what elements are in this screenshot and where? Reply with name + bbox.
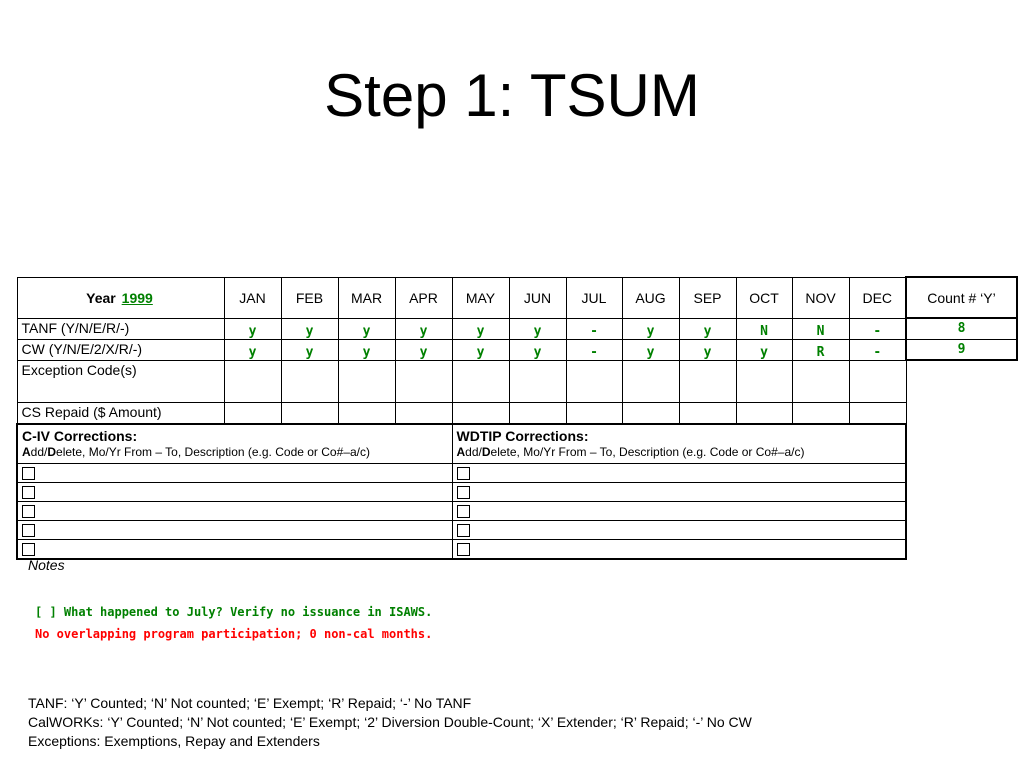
cw-mark[interactable]: y [452, 339, 509, 360]
civ-correction-row[interactable] [17, 463, 452, 482]
exception-cell[interactable] [281, 360, 338, 402]
civ-corrections-header [17, 424, 452, 464]
cs-repaid-cell[interactable] [452, 402, 509, 424]
notes-label: Notes [28, 557, 65, 573]
exception-cell[interactable] [622, 360, 679, 402]
july-note: [ ] What happened to July? Verify no issuance in ISAWS. [35, 605, 433, 619]
tsum-table [16, 276, 1018, 560]
checkbox-icon[interactable] [457, 543, 470, 556]
wdtip-corrections-title: WDTIP Corrections: [456, 428, 589, 444]
cw-mark[interactable]: y [679, 339, 736, 360]
cw-mark[interactable]: y [224, 339, 281, 360]
tanf-mark[interactable]: - [849, 318, 906, 339]
cw-mark[interactable]: y [736, 339, 792, 360]
year-cell [17, 277, 224, 318]
cw-mark[interactable]: - [849, 339, 906, 360]
cw-label: CW (Y/N/E/2/X/R/-) [17, 339, 224, 360]
wdtip-correction-row[interactable] [452, 520, 906, 539]
cs-repaid-cell[interactable] [679, 402, 736, 424]
exception-cell[interactable] [224, 360, 281, 402]
civ-correction-row[interactable] [17, 482, 452, 501]
cw-mark[interactable]: y [622, 339, 679, 360]
count-header: Count # ‘Y’ [906, 277, 1017, 318]
tanf-mark[interactable]: y [281, 318, 338, 339]
year-label: Year [86, 289, 116, 306]
exception-cell[interactable] [849, 360, 906, 402]
tanf-mark[interactable]: y [395, 318, 452, 339]
month-header: DEC [849, 277, 906, 318]
month-header: MAY [452, 277, 509, 318]
cw-mark[interactable]: y [281, 339, 338, 360]
month-header: JAN [224, 277, 281, 318]
cs-repaid-cell[interactable] [338, 402, 395, 424]
checkbox-icon[interactable] [22, 524, 35, 537]
tanf-count[interactable]: 8 [906, 318, 1017, 339]
cw-mark[interactable]: R [792, 339, 849, 360]
cs-repaid-label: CS Repaid ($ Amount) [17, 402, 224, 424]
cw-mark[interactable]: y [338, 339, 395, 360]
civ-correction-row[interactable] [17, 539, 452, 559]
cs-repaid-cell[interactable] [849, 402, 906, 424]
civ-correction-row[interactable] [17, 520, 452, 539]
civ-correction-row[interactable] [17, 501, 452, 520]
cs-repaid-cell[interactable] [281, 402, 338, 424]
cs-repaid-cell[interactable] [792, 402, 849, 424]
legend-tanf: TANF: ‘Y’ Counted; ‘N’ Not counted; ‘E’ Exempt; ‘R’ Repaid; ‘-’ No TANF [28, 695, 472, 711]
month-header: NOV [792, 277, 849, 318]
month-header: JUN [509, 277, 566, 318]
checkbox-icon[interactable] [457, 486, 470, 499]
tanf-mark[interactable]: y [338, 318, 395, 339]
legend-calworks: CalWORKs: ‘Y’ Counted; ‘N’ Not counted; ‘E’ Exempt; ‘2’ Diversion Double-Count; ‘X’ Extender; ‘R’ Repaid; ‘-’ No CW [28, 714, 752, 730]
tanf-mark[interactable]: y [224, 318, 281, 339]
exception-cell[interactable] [566, 360, 622, 402]
checkbox-icon[interactable] [22, 505, 35, 518]
month-header: AUG [622, 277, 679, 318]
exception-label: Exception Code(s) [17, 360, 224, 402]
wdtip-correction-row[interactable] [452, 501, 906, 520]
civ-corrections-subtitle: Add/Delete, Mo/Yr From – To, Description (e.g. Code or Co#–a/c) [22, 445, 370, 459]
exception-cell[interactable] [395, 360, 452, 402]
checkbox-icon[interactable] [457, 524, 470, 537]
tanf-label: TANF (Y/N/E/R/-) [17, 318, 224, 339]
cw-count[interactable]: 9 [906, 339, 1017, 360]
tanf-mark[interactable]: - [566, 318, 622, 339]
cs-repaid-cell[interactable] [566, 402, 622, 424]
month-header: FEB [281, 277, 338, 318]
wdtip-corrections-header [452, 424, 906, 464]
year-value[interactable]: 1999 [121, 289, 153, 306]
wdtip-correction-row[interactable] [452, 482, 906, 501]
month-header: SEP [679, 277, 736, 318]
tanf-mark[interactable]: y [622, 318, 679, 339]
month-header: APR [395, 277, 452, 318]
cw-mark[interactable]: y [395, 339, 452, 360]
exception-cell[interactable] [679, 360, 736, 402]
exception-cell[interactable] [509, 360, 566, 402]
tanf-mark[interactable]: y [509, 318, 566, 339]
wdtip-corrections-subtitle: Add/Delete, Mo/Yr From – To, Description (e.g. Code or Co#–a/c) [456, 445, 805, 459]
overlap-note: No overlapping program participation; 0 non-cal months. [35, 627, 433, 641]
cs-repaid-cell[interactable] [622, 402, 679, 424]
cs-repaid-cell[interactable] [736, 402, 792, 424]
month-header: JUL [566, 277, 622, 318]
exception-cell[interactable] [452, 360, 509, 402]
checkbox-icon[interactable] [457, 505, 470, 518]
exception-cell[interactable] [792, 360, 849, 402]
checkbox-icon[interactable] [22, 543, 35, 556]
wdtip-correction-row[interactable] [452, 539, 906, 559]
checkbox-icon[interactable] [457, 467, 470, 480]
exception-cell[interactable] [736, 360, 792, 402]
checkbox-icon[interactable] [22, 486, 35, 499]
exception-cell[interactable] [338, 360, 395, 402]
cs-repaid-cell[interactable] [509, 402, 566, 424]
cw-mark[interactable]: - [566, 339, 622, 360]
legend-exceptions: Exceptions: Exemptions, Repay and Extenders [28, 733, 320, 749]
checkbox-icon[interactable] [22, 467, 35, 480]
wdtip-correction-row[interactable] [452, 463, 906, 482]
cs-repaid-cell[interactable] [224, 402, 281, 424]
civ-corrections-title: C-IV Corrections: [22, 428, 138, 444]
tanf-mark[interactable]: N [792, 318, 849, 339]
tanf-mark[interactable]: y [679, 318, 736, 339]
cs-repaid-cell[interactable] [395, 402, 452, 424]
tanf-mark[interactable]: N [736, 318, 792, 339]
tanf-mark[interactable]: y [452, 318, 509, 339]
month-header: MAR [338, 277, 395, 318]
cw-mark[interactable]: y [509, 339, 566, 360]
month-header: OCT [736, 277, 792, 318]
page-title: Step 1: TSUM [324, 62, 700, 129]
